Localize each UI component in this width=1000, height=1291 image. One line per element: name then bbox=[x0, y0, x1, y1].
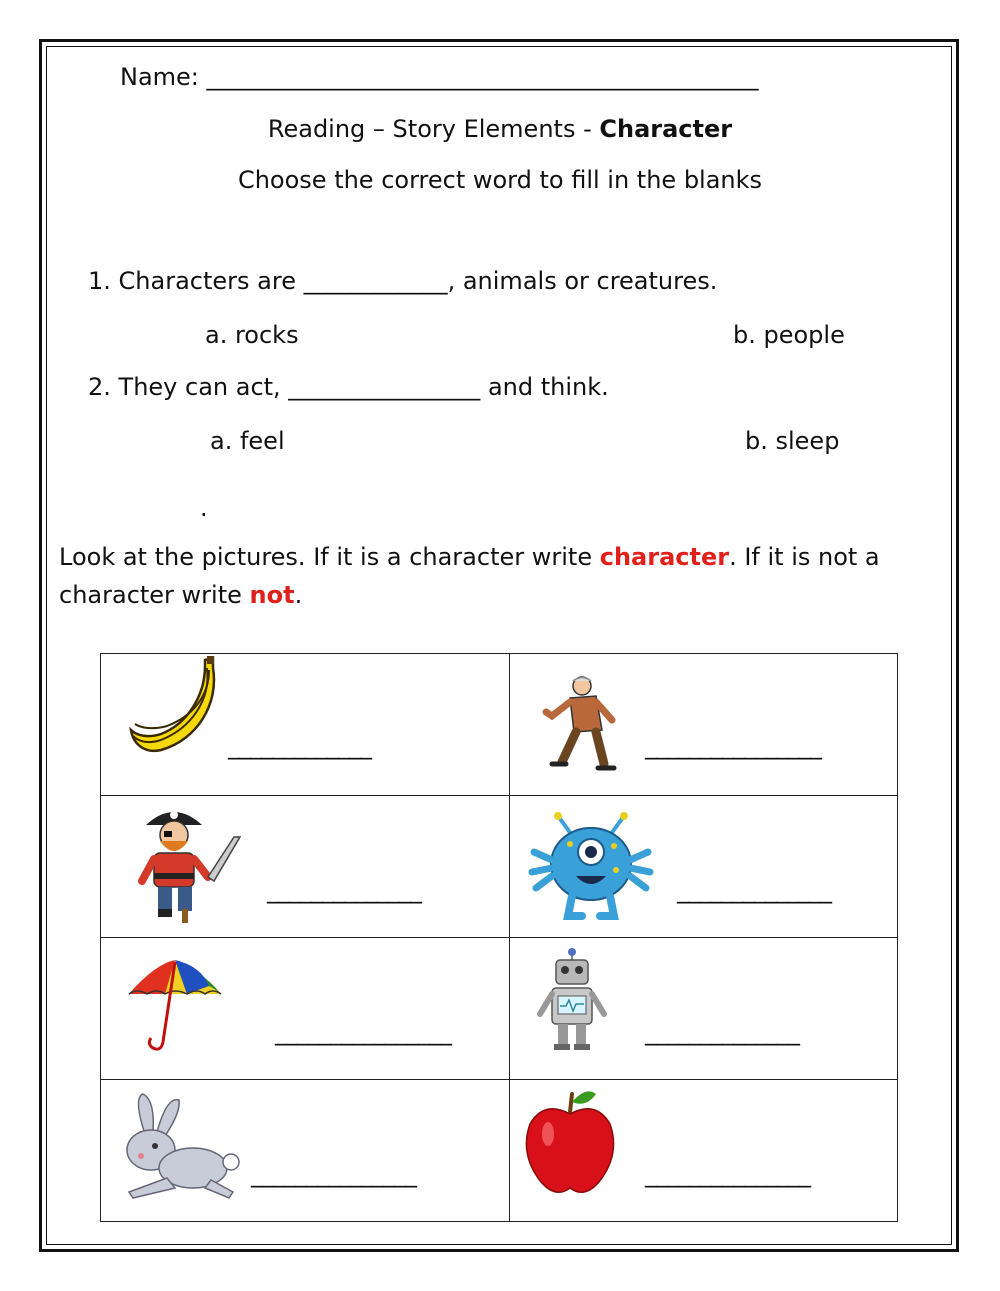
grid-cell bbox=[510, 1080, 898, 1222]
stray-dot: . bbox=[200, 494, 208, 522]
grid-cell bbox=[101, 1080, 510, 1222]
grid-cell bbox=[101, 654, 510, 796]
answer-blank[interactable]: _____________ bbox=[228, 732, 371, 760]
title-prefix: Reading – Story Elements - bbox=[267, 115, 600, 143]
grid-cell bbox=[510, 938, 898, 1080]
name-line: Name: ______________________________________________ bbox=[120, 63, 759, 91]
table-row bbox=[101, 1080, 898, 1222]
question-1-option-a: a. rocks bbox=[205, 321, 299, 349]
pirate-icon bbox=[136, 801, 242, 925]
answer-blank[interactable]: ______________ bbox=[677, 876, 831, 904]
table-row bbox=[101, 938, 898, 1080]
umbrella-icon bbox=[125, 958, 225, 1054]
answer-blank[interactable]: ______________ bbox=[267, 876, 421, 904]
word-not: not bbox=[249, 581, 295, 609]
question-1: 1. Characters are ____________, animals or creatures. bbox=[88, 267, 718, 295]
answer-blank[interactable]: ________________ bbox=[645, 732, 821, 760]
apple-icon bbox=[524, 1088, 616, 1200]
rabbit-icon bbox=[111, 1092, 241, 1204]
worksheet-title bbox=[0, 114, 1000, 144]
old-man-walking-icon bbox=[540, 672, 620, 774]
answer-blank[interactable]: ________________ bbox=[275, 1018, 451, 1046]
answer-blank[interactable]: _______________ bbox=[251, 1160, 416, 1188]
robot-icon bbox=[532, 948, 614, 1052]
answer-blank[interactable]: ______________ bbox=[645, 1018, 799, 1046]
banana-icon bbox=[127, 656, 221, 754]
picture-instruction-line-2: character write not. bbox=[59, 581, 303, 609]
question-2: 2. They can act, ________________ and think. bbox=[88, 373, 609, 401]
grid-cell bbox=[101, 938, 510, 1080]
question-2-option-b: b. sleep bbox=[745, 427, 840, 455]
title-bold: Character bbox=[599, 115, 733, 143]
answer-blank[interactable]: _______________ bbox=[645, 1160, 810, 1188]
grid-cell bbox=[510, 796, 898, 938]
fill-blanks-instruction: Choose the correct word to fill in the blanks bbox=[237, 166, 763, 194]
blue-monster-icon bbox=[528, 812, 654, 924]
question-1-option-b: b. people bbox=[733, 321, 845, 349]
question-2-option-a: a. feel bbox=[210, 427, 285, 455]
picture-grid bbox=[100, 653, 898, 1222]
word-character: character bbox=[599, 543, 730, 571]
grid-cell bbox=[510, 654, 898, 796]
grid-cell bbox=[101, 796, 510, 938]
table-row bbox=[101, 654, 898, 796]
picture-instruction-line-1: Look at the pictures. If it is a character write character. If it is not a bbox=[59, 543, 880, 571]
table-row bbox=[101, 796, 898, 938]
